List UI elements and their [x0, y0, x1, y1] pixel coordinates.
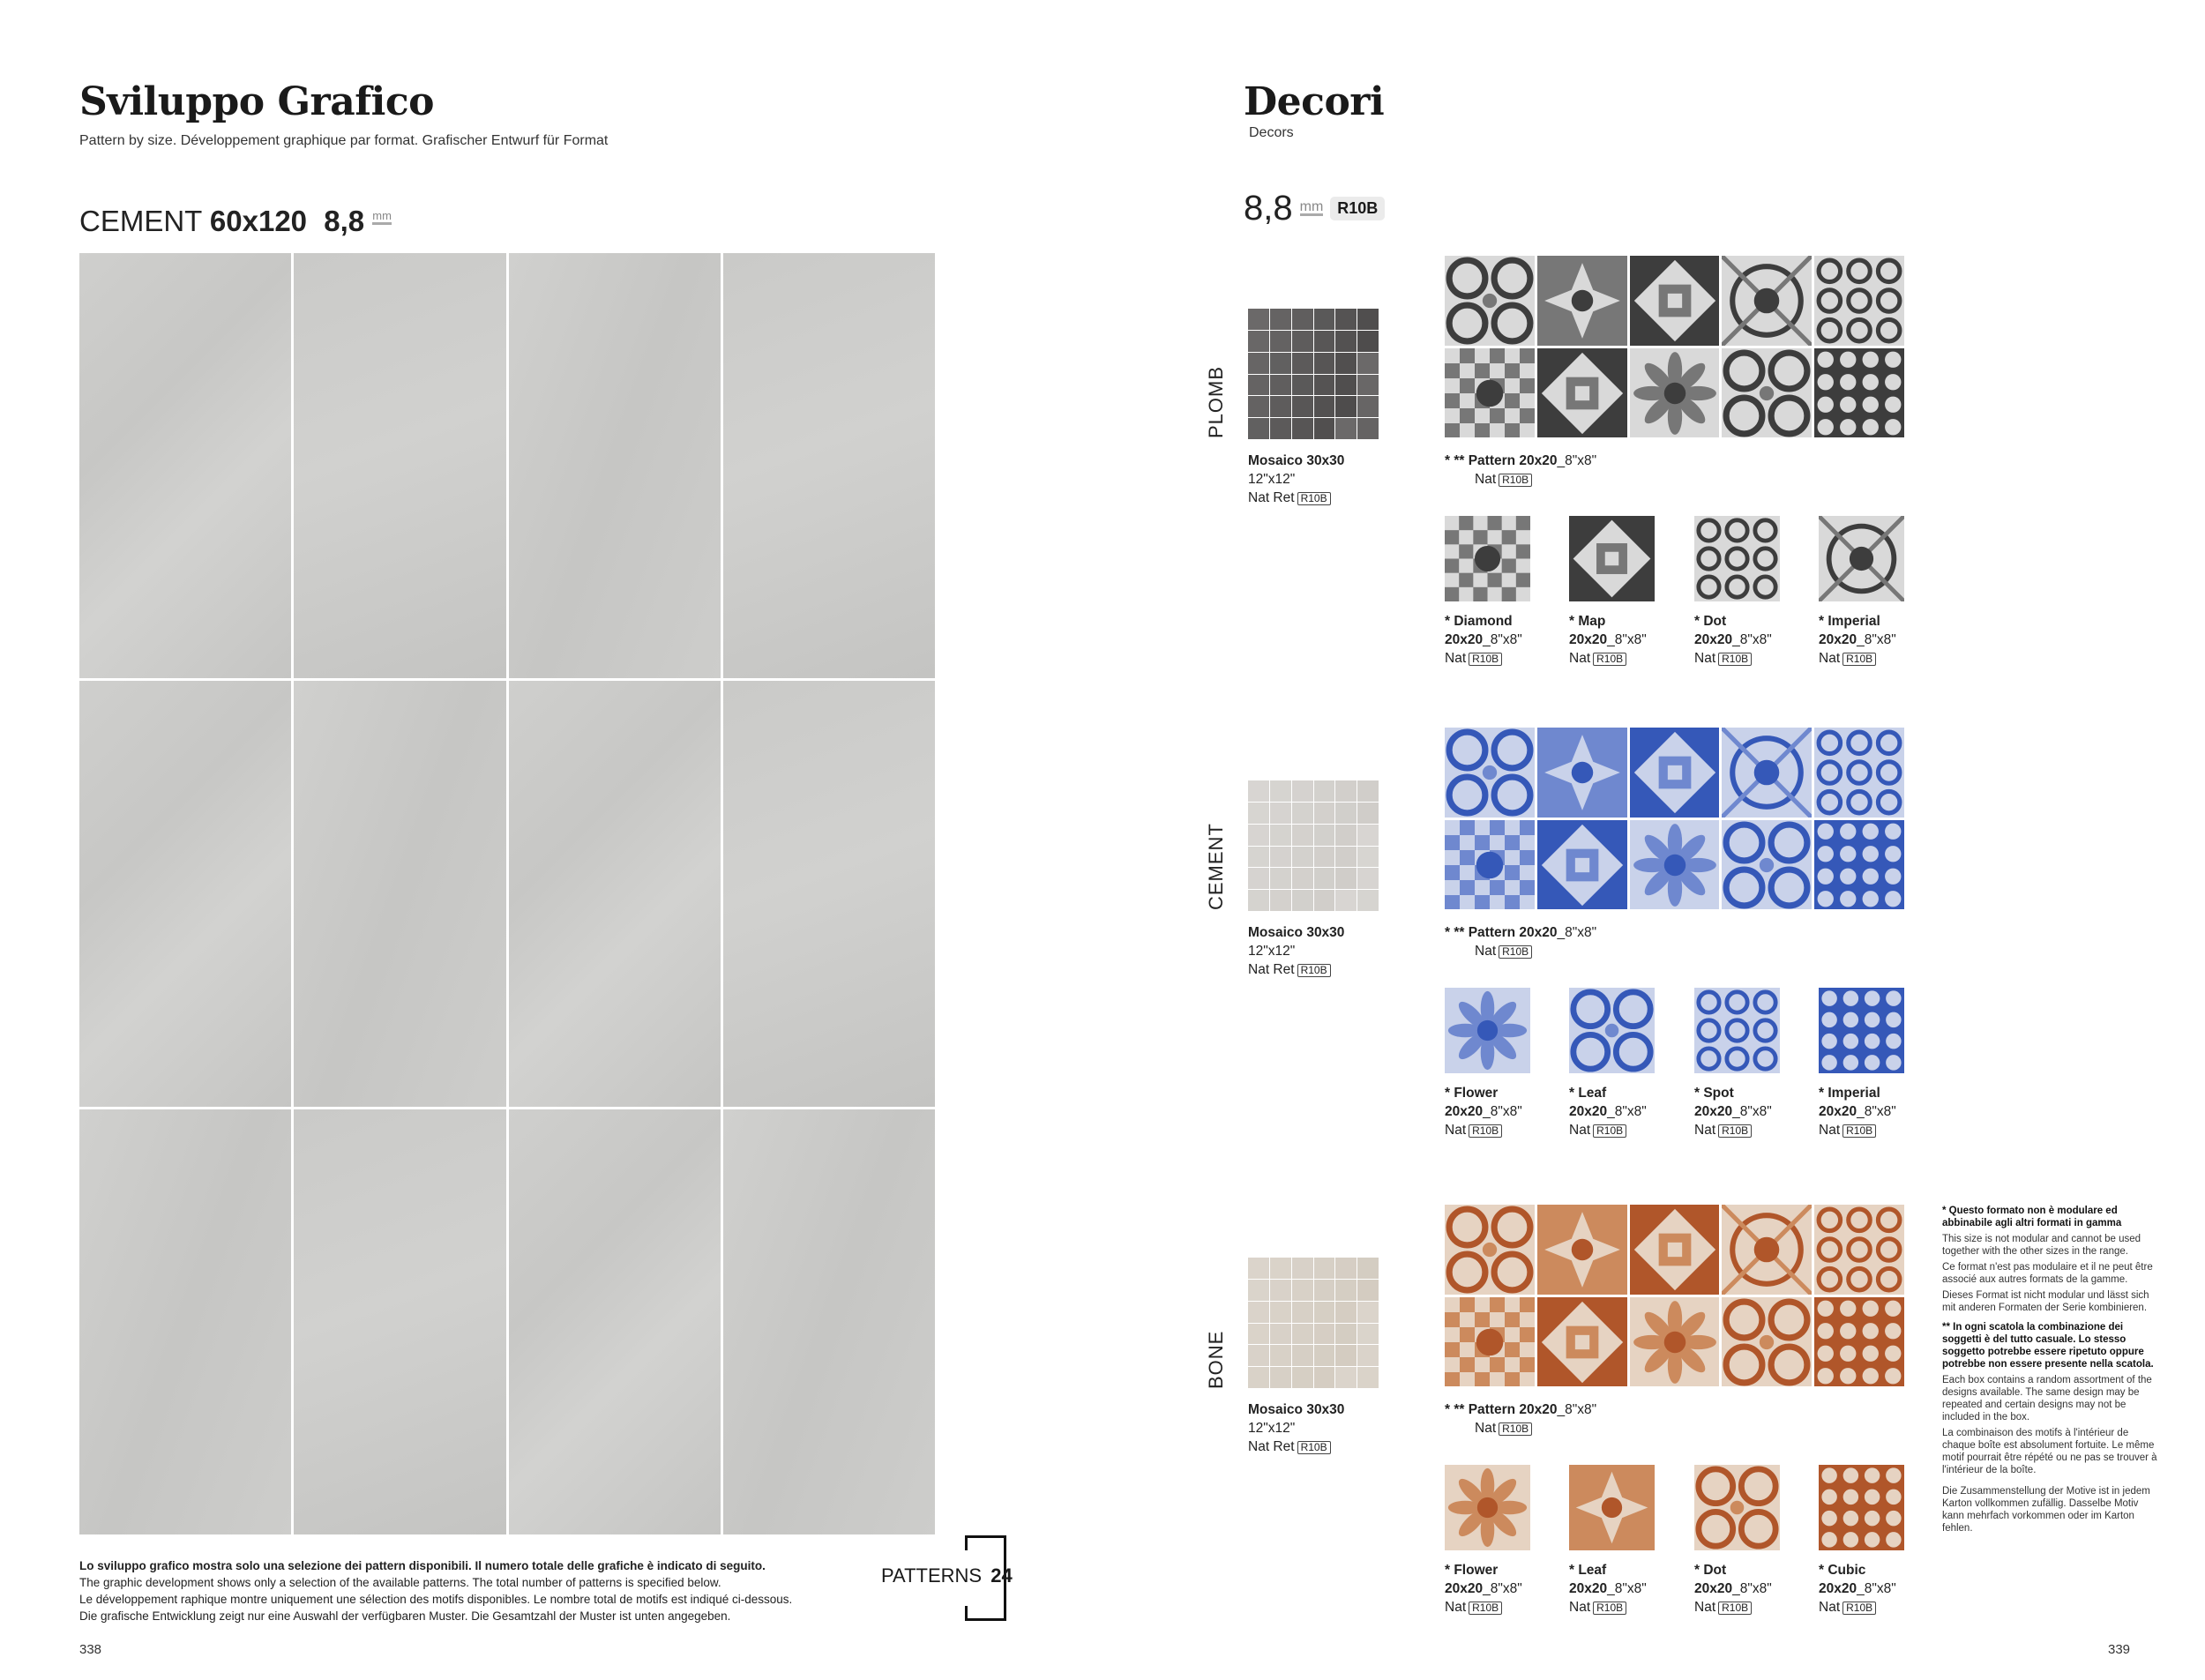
pattern-finish: Nat: [1475, 1421, 1497, 1436]
slip-badge: R10B: [1297, 964, 1331, 977]
page-number-left: 338: [79, 1642, 102, 1657]
decor-name: * Map: [1569, 614, 1606, 629]
pattern-name: Pattern 20x20: [1468, 925, 1558, 940]
decor-inch: _8"x8": [1607, 1581, 1647, 1596]
decor-name: * Imperial: [1819, 614, 1880, 629]
decor-name: * Leaf: [1569, 1086, 1607, 1101]
mosaic-caption: [1248, 1400, 1344, 1456]
floor-tile: [79, 681, 291, 1106]
thickness-unit: mm: [1299, 199, 1324, 214]
floor-tile: [723, 681, 935, 1106]
decor-name: * Cubic: [1819, 1563, 1866, 1578]
pattern-layout-grid: [79, 253, 935, 1534]
decor-caption: [1569, 1084, 1647, 1139]
decor-tile: [1445, 1465, 1530, 1550]
decor-inch: _8"x8": [1732, 632, 1772, 647]
pattern-caption: [1445, 1400, 1596, 1437]
decor-inch: _8"x8": [1732, 1104, 1772, 1119]
page-title-left: Sviluppo Grafico: [79, 79, 435, 124]
slip-badge: R10B: [1297, 492, 1331, 505]
slip-badge: R10B: [1499, 1422, 1532, 1436]
pattern-name: Pattern 20x20: [1468, 1402, 1558, 1417]
pattern-tile: [1722, 820, 1812, 910]
floor-tile: [509, 1109, 721, 1534]
decor-finish: Nat: [1819, 1123, 1841, 1138]
decor-inch: _8"x8": [1607, 1104, 1647, 1119]
footnote-dstar-en: Each box contains a random assortment of the designs available. The same design may be repeated and certain designs may not be included in the box.: [1942, 1375, 2152, 1422]
decor-finish: Nat: [1819, 651, 1841, 666]
decor-caption: [1445, 1561, 1522, 1617]
footnote-star-fr: Ce format n'est pas modulaire et il ne peut être associé aux autres formats de la gamme.: [1942, 1262, 2153, 1285]
decor-finish: Nat: [1445, 1123, 1467, 1138]
footnotes: [1942, 1205, 2161, 1538]
mosaic-finish: Nat Ret: [1248, 1439, 1295, 1454]
decor-finish: Nat: [1445, 1600, 1467, 1615]
decor-tile: [1569, 988, 1655, 1073]
note-english: The graphic development shows only a selection of the available patterns. The total number of patterns is specified below.: [79, 1576, 721, 1589]
pattern-tile: [1814, 256, 1904, 346]
floor-tile: [509, 681, 721, 1106]
decor-size: 20x20: [1569, 632, 1608, 647]
decor-finish: Nat: [1694, 1600, 1716, 1615]
graphic-development-note: [79, 1557, 873, 1624]
decor-size: 20x20: [1445, 1581, 1484, 1596]
slip-badge: R10B: [1499, 945, 1532, 959]
pattern-tile: [1630, 256, 1720, 346]
pattern-tile: [1814, 1205, 1904, 1295]
pattern-tile: [1722, 348, 1812, 438]
pattern-inch: _8"x8": [1557, 1402, 1597, 1417]
pattern-tile: [1814, 1297, 1904, 1387]
decor-finish: Nat: [1569, 1123, 1591, 1138]
decor-size: 20x20: [1819, 1581, 1857, 1596]
decor-tile: [1694, 516, 1780, 601]
decor-finish: Nat: [1445, 651, 1467, 666]
decor-tile: [1694, 1465, 1780, 1550]
decor-inch: _8"x8": [1857, 1581, 1896, 1596]
footnote-star-de: Dieses Format ist nicht modular und lässt sich mit anderen Formaten der Serie kombinieren.: [1942, 1290, 2149, 1313]
pattern-tile: [1630, 1205, 1720, 1295]
mosaic-inch: 12"x12": [1248, 944, 1296, 959]
page-subtitle-left: Pattern by size. Développement graphique par format. Grafischer Entwurf für Format: [79, 133, 609, 148]
pattern-tile: [1537, 348, 1627, 438]
note-german: Die grafische Entwicklung zeigt nur eine Auswahl der verfügbaren Muster. Die Gesamtzahl der Muster ist unten angegeben.: [79, 1609, 731, 1623]
pattern-mix-grid: [1445, 256, 1904, 437]
decor-finish: Nat: [1569, 1600, 1591, 1615]
footnote-dstar-de: Die Zusammenstellung der Motive ist in jedem Karton vollkommen zufällig. Dasselbe Motiv kann mehrfach vorkommen oder im Karton fehlen.: [1942, 1486, 2150, 1534]
floor-tile: [723, 253, 935, 678]
pattern-tile: [1814, 728, 1904, 818]
decor-name: * Dot: [1694, 614, 1727, 629]
pattern-tile: [1630, 1297, 1720, 1387]
pattern-tile: [1445, 728, 1535, 818]
patterns-count-box: [879, 1535, 1013, 1621]
slip-badge: R10B: [1469, 1602, 1502, 1615]
decor-caption: [1569, 612, 1647, 668]
pattern-prefix: * **: [1445, 1402, 1469, 1417]
note-italian: Lo sviluppo grafico mostra solo una selezione dei pattern disponibili. Il numero totale delle grafiche è indicato di seguito.: [79, 1559, 766, 1572]
pattern-tile: [1722, 1205, 1812, 1295]
slip-badge: R10B: [1593, 653, 1626, 666]
pattern-tile: [1814, 348, 1904, 438]
pattern-mix-grid: [1445, 1205, 1904, 1386]
slip-badge: R10B: [1469, 653, 1502, 666]
pattern-tile: [1722, 1297, 1812, 1387]
decor-tile: [1569, 1465, 1655, 1550]
decor-size: 20x20: [1694, 1581, 1733, 1596]
pattern-tile: [1537, 256, 1627, 346]
decor-finish: Nat: [1569, 651, 1591, 666]
mosaic-caption: [1248, 452, 1344, 507]
decor-size: 20x20: [1819, 632, 1857, 647]
format-series: CEMENT: [79, 205, 202, 237]
decor-finish: Nat: [1694, 651, 1716, 666]
pattern-inch: _8"x8": [1557, 925, 1597, 940]
decor-name: * Dot: [1694, 1563, 1727, 1578]
decor-size: 20x20: [1445, 1104, 1484, 1119]
footnote-dstar-it: ** In ogni scatola la combinazione dei soggetti è del tutto casuale. Lo stesso soggetto potrebbe essere ripetuto oppure potrebbe non essere presente nella scatola.: [1942, 1322, 2154, 1370]
floor-tile: [294, 681, 505, 1106]
format-thickness: 8,8: [324, 205, 365, 237]
decor-inch: _8"x8": [1732, 1581, 1772, 1596]
format-dimension: 60x120: [209, 205, 308, 237]
decor-size: 20x20: [1819, 1104, 1857, 1119]
floor-tile: [294, 253, 505, 678]
slip-rating-badge: R10B: [1330, 197, 1385, 220]
slip-badge: R10B: [1842, 653, 1876, 666]
mosaic-swatch: [1248, 780, 1379, 911]
mosaic-swatch: [1248, 1258, 1379, 1388]
slip-badge: R10B: [1499, 474, 1532, 487]
floor-tile: [79, 253, 291, 678]
decor-name: * Leaf: [1569, 1563, 1607, 1578]
decor-inch: _8"x8": [1857, 632, 1896, 647]
page-number-right: 339: [2108, 1642, 2131, 1657]
decor-size: 20x20: [1694, 1104, 1733, 1119]
decor-tile: [1445, 516, 1530, 601]
decor-caption: [1694, 1084, 1772, 1139]
decor-tile: [1819, 1465, 1904, 1550]
floor-tile: [723, 1109, 935, 1534]
thickness-heading: [1244, 189, 1385, 228]
decor-caption: [1819, 1561, 1896, 1617]
decor-name: * Flower: [1445, 1086, 1499, 1101]
pattern-mix-grid: [1445, 728, 1904, 909]
decor-finish: Nat: [1694, 1123, 1716, 1138]
page-subtitle-right: Decors: [1249, 125, 1294, 140]
mosaic-name: Mosaico 30x30: [1248, 453, 1345, 468]
pattern-name: Pattern 20x20: [1468, 453, 1558, 468]
slip-badge: R10B: [1842, 1602, 1876, 1615]
decor-name: * Spot: [1694, 1086, 1734, 1101]
decor-size: 20x20: [1569, 1104, 1608, 1119]
slip-badge: R10B: [1842, 1124, 1876, 1138]
pattern-tile: [1537, 1297, 1627, 1387]
pattern-prefix: * **: [1445, 925, 1469, 940]
mosaic-inch: 12"x12": [1248, 472, 1296, 487]
decor-inch: _8"x8": [1857, 1104, 1896, 1119]
decor-caption: [1445, 612, 1522, 668]
patterns-count: 24: [990, 1564, 1013, 1587]
pattern-tile: [1630, 348, 1720, 438]
decor-name: * Flower: [1445, 1563, 1499, 1578]
mosaic-name: Mosaico 30x30: [1248, 1402, 1345, 1417]
decor-inch: _8"x8": [1483, 632, 1522, 647]
decor-size: 20x20: [1445, 632, 1484, 647]
pattern-tile: [1722, 256, 1812, 346]
pattern-tile: [1537, 728, 1627, 818]
decor-tile: [1694, 988, 1780, 1073]
slip-badge: R10B: [1718, 1602, 1752, 1615]
note-french: Le développement raphique montre uniquement une sélection des motifs disponibles. Le nombre total de motifs est indiqué ci-dessous.: [79, 1593, 793, 1606]
pattern-tile: [1445, 256, 1535, 346]
floor-tile: [294, 1109, 505, 1534]
slip-badge: R10B: [1593, 1602, 1626, 1615]
mosaic-name: Mosaico 30x30: [1248, 925, 1345, 940]
mosaic-swatch: [1248, 309, 1379, 439]
section-label: CEMENT: [1205, 823, 1227, 910]
pattern-tile: [1537, 820, 1627, 910]
pattern-tile: [1537, 1205, 1627, 1295]
decor-caption: [1445, 1084, 1522, 1139]
pattern-tile: [1445, 1297, 1535, 1387]
mosaic-inch: 12"x12": [1248, 1421, 1296, 1436]
mosaic-caption: [1248, 923, 1344, 979]
format-thickness-unit: mm: [372, 210, 392, 225]
decor-caption: [1694, 612, 1772, 668]
pattern-tile: [1445, 348, 1535, 438]
decor-tile: [1819, 516, 1904, 601]
pattern-tile: [1630, 820, 1720, 910]
format-heading: [79, 205, 392, 238]
pattern-tile: [1445, 1205, 1535, 1295]
pattern-caption: [1445, 923, 1596, 960]
decor-inch: _8"x8": [1483, 1104, 1522, 1119]
pattern-inch: _8"x8": [1557, 453, 1597, 468]
pattern-tile: [1814, 820, 1904, 910]
mosaic-finish: Nat Ret: [1248, 490, 1295, 505]
decor-name: * Diamond: [1445, 614, 1513, 629]
decor-caption: [1819, 1084, 1896, 1139]
pattern-finish: Nat: [1475, 944, 1497, 959]
slip-badge: R10B: [1469, 1124, 1502, 1138]
decor-inch: _8"x8": [1483, 1581, 1522, 1596]
pattern-finish: Nat: [1475, 472, 1497, 487]
floor-tile: [509, 253, 721, 678]
decor-tile: [1569, 516, 1655, 601]
slip-badge: R10B: [1718, 653, 1752, 666]
page-title-right: Decori: [1244, 79, 1385, 124]
pattern-tile: [1630, 728, 1720, 818]
decor-inch: _8"x8": [1607, 632, 1647, 647]
decor-caption: [1694, 1561, 1772, 1617]
pattern-prefix: * **: [1445, 453, 1469, 468]
decor-caption: [1569, 1561, 1647, 1617]
mosaic-finish: Nat Ret: [1248, 962, 1295, 977]
decor-size: 20x20: [1694, 632, 1733, 647]
footnote-star-it: * Questo formato non è modulare ed abbinabile agli altri formati in gamma: [1942, 1206, 2122, 1228]
decor-finish: Nat: [1819, 1600, 1841, 1615]
thickness-value: 8,8: [1244, 189, 1293, 228]
slip-badge: R10B: [1297, 1441, 1331, 1454]
floor-tile: [79, 1109, 291, 1534]
patterns-label: PATTERNS: [881, 1564, 983, 1587]
decor-tile: [1445, 988, 1530, 1073]
footnote-dstar-fr: La combinaison des motifs à l'intérieur de chaque boîte est absolument fortuite. Le même motif pourrait être répété ou ne pas se trouver à l'intérieur de la boîte.: [1942, 1428, 2157, 1475]
decor-tile: [1819, 988, 1904, 1073]
section-label: PLOMB: [1205, 365, 1227, 438]
decor-size: 20x20: [1569, 1581, 1608, 1596]
slip-badge: R10B: [1718, 1124, 1752, 1138]
decor-name: * Imperial: [1819, 1086, 1880, 1101]
section-label: BONE: [1205, 1330, 1227, 1389]
pattern-caption: [1445, 452, 1596, 489]
pattern-tile: [1722, 728, 1812, 818]
slip-badge: R10B: [1593, 1124, 1626, 1138]
footnote-star-en: This size is not modular and cannot be used together with the other sizes in the range.: [1942, 1234, 2141, 1257]
decor-caption: [1819, 612, 1896, 668]
pattern-tile: [1445, 820, 1535, 910]
